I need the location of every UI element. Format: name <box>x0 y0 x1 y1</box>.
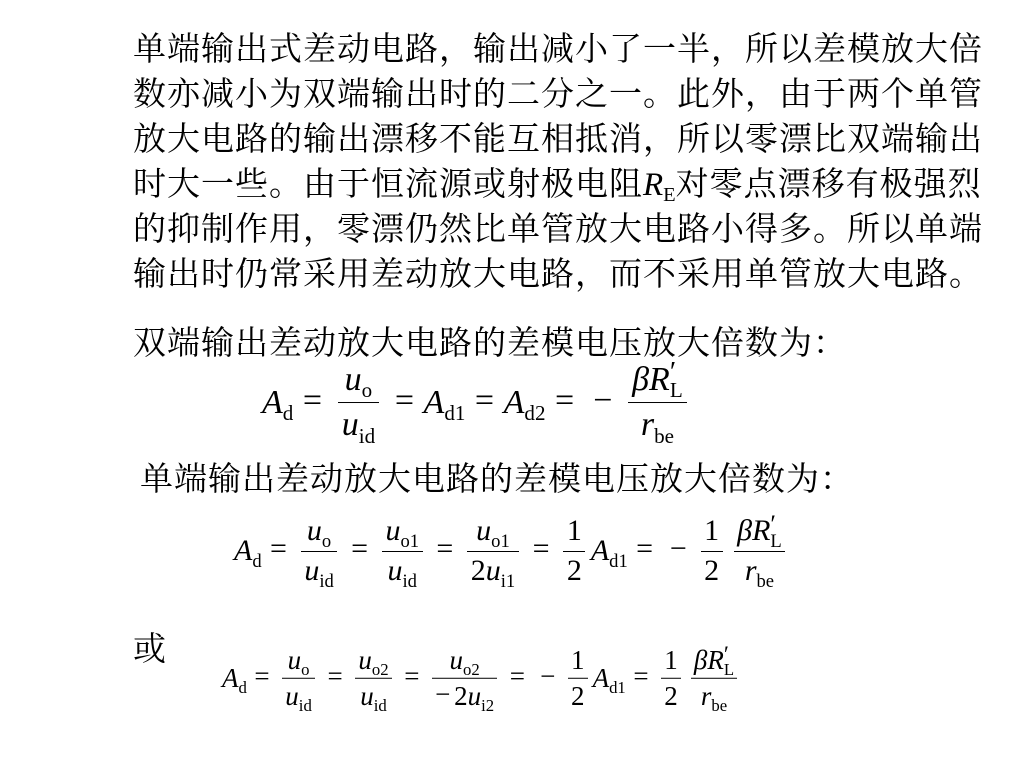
fraction-numerator <box>734 508 786 552</box>
variable-r: r <box>700 680 712 711</box>
variable-R: R <box>649 361 670 399</box>
equals-sign: = <box>302 381 323 419</box>
explanation-paragraph <box>133 28 983 298</box>
term-u-o <box>287 644 310 679</box>
equals-sign: = <box>509 661 525 692</box>
fraction-denominator <box>467 552 519 590</box>
paragraph-text: 时大一些。由于恒流源或射极电阻 <box>133 167 643 203</box>
fraction-numerator <box>691 641 738 679</box>
subscript-l: L <box>770 530 782 552</box>
variable-beta: β <box>632 361 650 399</box>
paragraph-line: 单端输出式差动电路，输出减小了一半，所以差模放大倍 <box>133 32 983 68</box>
term-R-l <box>707 641 735 679</box>
equals-sign: = <box>270 532 287 566</box>
variable-r: r <box>640 406 655 444</box>
emitter-resistor-symbol <box>643 167 676 207</box>
variable-R: R <box>752 514 771 547</box>
fraction <box>734 508 786 592</box>
subscript-id: id <box>402 570 417 592</box>
equals-sign: = <box>404 661 420 692</box>
paragraph-line: 放大电路的输出漂移不能互相抵消，所以零漂比双端输出 <box>133 122 983 158</box>
subscript-id: id <box>373 695 387 715</box>
fraction <box>301 513 338 592</box>
prime-mark: ′ <box>669 355 677 388</box>
variable-A: A <box>222 662 239 693</box>
fraction-numerator <box>661 644 681 679</box>
fraction-numerator <box>301 513 338 552</box>
variable-A: A <box>262 383 283 421</box>
fraction-denominator <box>568 679 588 713</box>
subscript-e: E <box>663 184 676 207</box>
subscript-id: id <box>319 570 334 592</box>
term-u-o1 <box>385 514 420 552</box>
equals-sign: = <box>327 661 343 692</box>
single-ended-gain-formula-alternative <box>222 641 742 715</box>
fraction-numerator <box>701 513 723 552</box>
paragraph-text: 对零点漂移有极强烈 <box>675 167 982 203</box>
fraction <box>432 644 498 715</box>
number-1: 1 <box>664 644 678 675</box>
double-ended-gain-intro: 双端输出差动放大电路的差模电压放大倍数为： <box>133 326 847 362</box>
subscript-d: d <box>238 677 247 697</box>
fraction-denominator <box>355 679 392 713</box>
variable-beta: β <box>737 514 753 547</box>
variable-u: u <box>360 680 374 711</box>
subscript-o: o <box>301 659 310 679</box>
variable-u: u <box>485 554 501 587</box>
variable-u: u <box>449 644 463 675</box>
variable-u: u <box>285 680 299 711</box>
fraction-numerator <box>382 513 423 552</box>
subscript-l: L <box>723 659 735 679</box>
subscript-be: be <box>711 695 728 715</box>
or-label: 或 <box>133 632 167 668</box>
minus-sign: − <box>593 381 613 419</box>
single-ended-gain-formula <box>234 508 791 592</box>
subscript-d1: d1 <box>609 677 626 697</box>
fraction <box>628 355 687 448</box>
term-u-i1 <box>485 554 516 592</box>
fraction <box>338 360 380 446</box>
equals-sign: = <box>394 381 415 419</box>
number-2: 2 <box>570 680 585 711</box>
variable-A: A <box>234 534 253 567</box>
number-2: 2 <box>566 554 582 587</box>
fraction <box>282 644 315 715</box>
subscript-i2: i2 <box>481 695 495 715</box>
term-A-d1 <box>590 533 628 572</box>
term-beta <box>694 645 707 675</box>
variable-u: u <box>341 406 359 444</box>
variable-u: u <box>387 554 403 587</box>
subscript-be: be <box>654 423 674 448</box>
fraction-denominator <box>734 552 786 590</box>
equals-sign: = <box>555 381 575 419</box>
subscript-i1: i1 <box>500 570 516 592</box>
prime-mark: ′ <box>770 508 776 538</box>
fraction-numerator <box>282 644 315 679</box>
fraction <box>701 513 723 589</box>
variable-R: R <box>707 644 724 675</box>
variable-R: R <box>643 167 664 203</box>
variable-u: u <box>306 514 322 547</box>
paragraph-line <box>133 163 983 208</box>
fraction-denominator <box>382 552 423 590</box>
term-u-o <box>306 514 332 552</box>
equals-sign: = <box>254 661 270 692</box>
fraction-numerator <box>338 360 380 403</box>
term-beta <box>737 514 752 547</box>
number-2: 2 <box>704 554 720 587</box>
variable-A: A <box>592 662 610 693</box>
term-r-be <box>744 554 775 592</box>
variable-beta: β <box>693 644 708 675</box>
number-1: 1 <box>570 644 585 675</box>
variable-u: u <box>304 554 320 587</box>
term-u-i2 <box>467 680 495 715</box>
fraction-denominator <box>301 552 338 590</box>
subscript-be: be <box>756 570 775 592</box>
term-u-o2 <box>449 644 480 679</box>
term-beta <box>632 361 649 398</box>
fraction-numerator <box>628 355 687 403</box>
paragraph-line: 输出时仍常采用差动放大电路，而不采用单管放大电路。 <box>133 257 983 293</box>
term-u-id <box>387 554 417 592</box>
variable-u: u <box>344 361 362 399</box>
fraction-denominator <box>432 679 498 713</box>
minus-sign: − <box>435 679 451 710</box>
fraction-numerator <box>563 513 585 552</box>
subscript-o: o <box>361 378 373 403</box>
variable-A: A <box>503 383 525 421</box>
term-A-d <box>222 662 247 697</box>
equals-sign: = <box>633 661 649 692</box>
equals-sign: = <box>436 532 454 566</box>
number-1: 1 <box>704 514 720 547</box>
number-1: 1 <box>566 514 582 547</box>
fraction-denominator <box>691 679 738 713</box>
fraction <box>467 513 519 592</box>
fraction-numerator <box>355 644 392 679</box>
fraction <box>568 644 588 712</box>
subscript-o2: o2 <box>371 659 389 679</box>
single-ended-gain-intro: 单端输出差动放大电路的差模电压放大倍数为： <box>140 462 854 498</box>
fraction-denominator <box>563 552 585 590</box>
number-2: 2 <box>470 554 486 587</box>
variable-u: u <box>467 680 482 711</box>
subscript-o2: o2 <box>462 659 480 679</box>
subscript-l: L <box>669 378 683 403</box>
minus-sign: − <box>540 661 556 692</box>
subscript-o: o <box>321 530 332 552</box>
fraction <box>661 644 681 712</box>
term-u-id <box>304 554 334 592</box>
term-u-o <box>344 361 373 403</box>
fraction-denominator <box>338 404 380 446</box>
paragraph-line: 的抑制作用，零漂仍然比单管放大电路小得多。所以单端 <box>133 212 983 248</box>
fraction <box>563 513 585 589</box>
fraction-denominator <box>282 679 315 713</box>
subscript-id: id <box>358 423 376 448</box>
subscript-d1: d1 <box>609 550 628 572</box>
term-A-d2 <box>504 383 546 424</box>
variable-u: u <box>476 514 492 547</box>
fraction <box>355 644 392 715</box>
subscript-d: d <box>282 400 294 425</box>
variable-r: r <box>744 554 757 587</box>
term-u-o1 <box>476 514 510 552</box>
fraction <box>382 513 423 592</box>
paragraph-line: 数亦减小为双端输出时的二分之一。此外，由于两个单管 <box>133 77 983 113</box>
number-2: 2 <box>664 680 678 711</box>
subscript-d: d <box>252 550 262 572</box>
equals-sign: = <box>474 381 495 419</box>
variable-u: u <box>385 514 401 547</box>
term-A-d <box>262 383 293 424</box>
variable-u: u <box>287 644 302 675</box>
equals-sign: = <box>636 532 654 566</box>
number-2: 2 <box>454 680 468 711</box>
fraction-denominator <box>661 679 681 713</box>
subscript-d1: d1 <box>444 400 466 425</box>
term-R-l <box>649 355 683 403</box>
equals-sign: = <box>351 532 369 566</box>
fraction-numerator <box>467 513 519 552</box>
fraction-numerator <box>568 644 588 679</box>
fraction-denominator <box>628 404 687 446</box>
term-u-id <box>360 680 387 715</box>
term-r-be <box>640 406 674 448</box>
prime-mark: ′ <box>723 641 729 667</box>
variable-A: A <box>423 383 445 421</box>
fraction-numerator <box>432 644 498 679</box>
term-A-d1 <box>592 662 626 697</box>
term-R-l <box>752 508 782 552</box>
double-ended-gain-formula <box>262 355 693 448</box>
term-u-id <box>341 406 376 448</box>
term-A-d <box>234 533 262 572</box>
fraction <box>691 641 738 715</box>
term-u-id <box>285 680 312 715</box>
term-r-be <box>700 680 728 715</box>
subscript-id: id <box>298 695 312 715</box>
equals-sign: = <box>532 532 550 566</box>
subscript-d2: d2 <box>524 400 546 425</box>
fraction-denominator <box>701 552 723 590</box>
minus-sign: − <box>669 532 687 566</box>
variable-A: A <box>590 534 610 567</box>
term-u-o2 <box>358 644 389 679</box>
variable-u: u <box>358 644 372 675</box>
term-A-d1 <box>424 383 466 424</box>
subscript-o1: o1 <box>491 530 510 552</box>
subscript-o1: o1 <box>400 530 420 552</box>
